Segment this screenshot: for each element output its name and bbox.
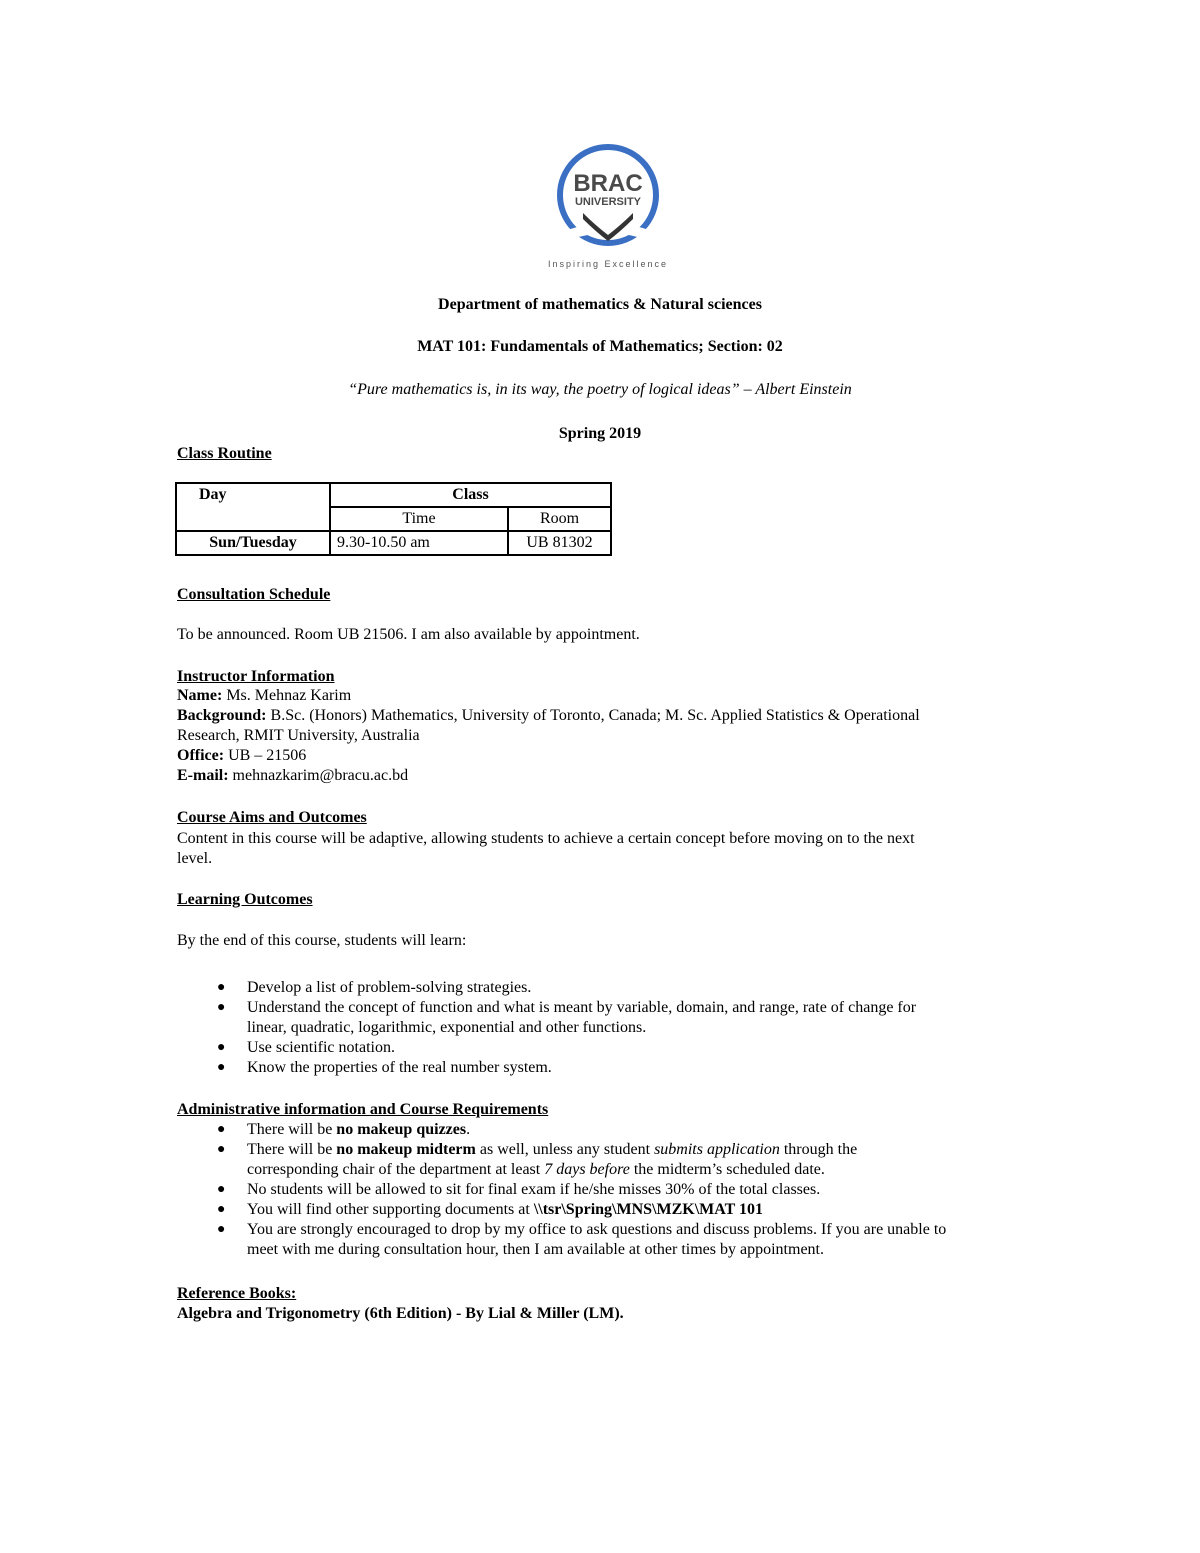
learning-intro: By the end of this course, students will learn: <box>177 932 467 949</box>
admin-heading: Administrative information and Course Requirements <box>177 1101 549 1118</box>
instructor-heading: Instructor Information <box>177 668 335 685</box>
term: Spring 2019 <box>558 425 642 442</box>
email-label: E-mail: <box>177 767 229 784</box>
instructor-email-line <box>177 766 1027 786</box>
class-routine-heading: Class Routine <box>177 445 272 462</box>
brac-university-logo <box>543 143 673 273</box>
table-row <box>176 483 611 507</box>
class-routine-table <box>175 482 612 556</box>
logo-tagline: Inspiring Excellence <box>547 259 669 269</box>
email-value: mehnazkarim@bracu.ac.bd <box>228 767 409 784</box>
bullet-icon: ● <box>217 1060 226 1075</box>
list-item: ● There will be no makeup midterm as well, unless any student submits application through the corresponding chair of the department at least 7 days before the midterm’s scheduled date. <box>217 1141 858 1178</box>
list-item: ● You will find other supporting documents at \\tsr\Spring\MNS\MZK\MAT 101 <box>217 1201 764 1218</box>
time-cell: 9.30-10.50 am <box>330 531 508 555</box>
course-aims-line2: level. <box>177 850 213 867</box>
list-item: ● Develop a list of problem-solving strategies. <box>217 979 532 996</box>
list-item: ● No students will be allowed to sit for final exam if he/she misses 30% of the total classes. <box>217 1181 821 1198</box>
list-item: ● Use scientific notation. <box>217 1039 395 1056</box>
background-value-line2: Research, RMIT University, Australia <box>177 727 420 744</box>
bullet-icon: ● <box>217 1202 226 1217</box>
course-aims-text <box>177 829 1027 869</box>
documents-path: \\tsr\Spring\MNS\MZK\MAT 101 <box>533 1201 764 1218</box>
table-row <box>176 531 611 555</box>
instructor-name-line <box>177 686 1027 706</box>
office-label: Office: <box>177 747 225 764</box>
background-value-line1: B.Sc. (Honors) Mathematics, University of Toronto, Canada; M. Sc. Applied Statistics & Operational <box>266 707 920 724</box>
logo-name-line2: UNIVERSITY <box>574 196 642 208</box>
bullet-icon: ● <box>217 1122 226 1137</box>
room-header: Room <box>508 507 611 531</box>
admin-list <box>177 1120 1037 1260</box>
instructor-office-line <box>177 746 1027 766</box>
learning-outcomes-heading: Learning Outcomes <box>177 891 313 908</box>
course-aims-line1: Content in this course will be adaptive, allowing students to achieve a certain concept before moving on to the next <box>177 830 915 847</box>
instructor-details <box>177 686 1027 786</box>
bullet-icon: ● <box>217 980 226 995</box>
bullet-icon: ● <box>217 1000 226 1015</box>
reference-books-heading: Reference Books: <box>177 1285 297 1302</box>
learning-outcomes-list <box>177 978 1037 1078</box>
bullet-icon: ● <box>217 1040 226 1055</box>
instructor-background-line <box>177 706 1027 726</box>
bullet-icon: ● <box>217 1222 226 1237</box>
office-value: UB – 21506 <box>224 747 307 764</box>
consultation-text: To be announced. Room UB 21506. I am also available by appointment. <box>177 626 640 643</box>
list-item: ● You are strongly encouraged to drop by my office to ask questions and discuss problems. If you are unable to meet with me during consultation hour, then I am available at other times by appointment. <box>217 1221 947 1258</box>
logo-name-line1: BRAC <box>573 170 643 197</box>
name-value: Ms. Mehnaz Karim <box>222 687 352 704</box>
list-item: ● Know the properties of the real number system. <box>217 1059 552 1076</box>
course-title: MAT 101: Fundamentals of Mathematics; Section: 02 <box>417 338 783 355</box>
consultation-heading: Consultation Schedule <box>177 586 331 603</box>
room-cell: UB 81302 <box>508 531 611 555</box>
department-title: Department of mathematics & Natural sciences <box>438 296 762 313</box>
course-aims-heading: Course Aims and Outcomes <box>177 809 367 826</box>
class-header: Class <box>330 483 611 507</box>
bullet-icon: ● <box>217 1142 226 1157</box>
time-header: Time <box>330 507 508 531</box>
day-header: Day <box>176 483 330 531</box>
list-item: ● Understand the concept of function and what is meant by variable, domain, and range, rate of change for linear, quadratic, logarithmic, exponential and other functions. <box>217 999 917 1036</box>
day-cell: Sun/Tuesday <box>176 531 330 555</box>
bullet-icon: ● <box>217 1182 226 1197</box>
background-label: Background: <box>177 707 267 724</box>
logo-emblem <box>543 143 673 273</box>
reference-book: Algebra and Trigonometry (6th Edition) - By Lial & Miller (LM). <box>177 1305 624 1322</box>
list-item: ● There will be no makeup quizzes. <box>217 1121 471 1138</box>
quote: “Pure mathematics is, in its way, the poetry of logical ideas” – Albert Einstein <box>348 381 852 398</box>
name-label: Name: <box>177 687 223 704</box>
